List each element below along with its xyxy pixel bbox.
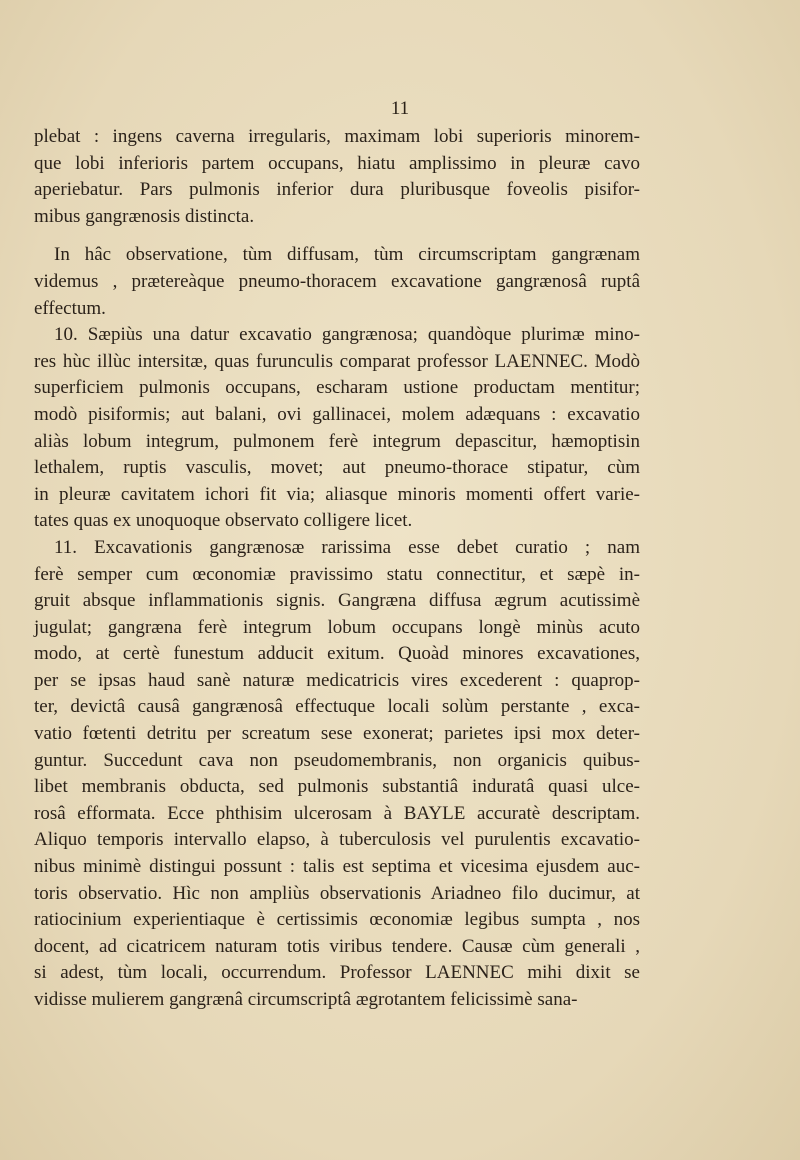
text-line: vidisse mulierem gangrænâ circumscriptâ ægrotantem felicissimè sana- [34, 989, 578, 1010]
text-line: plebat : ingens caverna irregularis, maximam lobi superioris minorem- [34, 126, 640, 147]
text-line: ter, devictâ causâ gangrænosâ effectuque locali solùm perstante , exca- [34, 696, 640, 718]
text-line: toris observatio. Hìc non ampliùs observationis Ariadneo filo ducimur, at [34, 882, 640, 904]
text-line: nibus minimè distingui possunt : talis est septima et vicesima ejusdem auc- [34, 856, 640, 878]
text-line: guntur. Succedunt cava non pseudomembranis, non organicis quibus- [34, 749, 640, 771]
body-text [34, 124, 640, 1014]
text-line: modò pisiformis; aut balani, ovi gallinacei, molem adæquans : excavatio [34, 403, 640, 425]
page-number: 11 [390, 98, 410, 119]
paragraph [34, 124, 640, 230]
text-line: modo, at certè funestum adducit exitum. Quoàd minores excavationes, [34, 643, 640, 665]
text-line: gruit absque inflammationis signis. Gangræna diffusa ægrum acutissimè [34, 590, 640, 612]
text-line: libet membranis obducta, sed pulmonis substantiâ induratâ quasi ulce- [34, 776, 640, 798]
text-line: per se ipsas haud sanè naturæ medicatricis vires excederent : quaprop- [34, 669, 640, 691]
text-line: jugulat; gangræna ferè integrum lobum occupans longè minùs acuto [34, 616, 640, 638]
text-line: superficiem pulmonis occupans, escharam ustione productam mentitur; [34, 377, 640, 399]
text-line: lethalem, ruptis vasculis, movet; aut pneumo-thorace stipatur, cùm [34, 457, 640, 479]
text-line: in pleuræ cavitatem ichori fit via; aliasque minoris momenti offert varie- [34, 483, 640, 505]
text-line: videmus , prætereàque pneumo-thoracem excavatione gangrænosâ ruptâ [34, 270, 640, 292]
text-line: aliàs lobum integrum, pulmonem ferè integrum depascitur, hæmoptisin [34, 430, 640, 452]
text-line: res hùc illùc intersitæ, quas furunculis comparat professor LAENNEC. Modò [34, 350, 640, 372]
text-line: tates quas ex unoquoque observato colligere licet. [34, 510, 413, 532]
paragraph [34, 242, 640, 322]
paragraph [34, 322, 640, 535]
text-line: 10. Sæpiùs una datur excavatio gangrænosa; quandòque plurimæ mino- [54, 324, 640, 346]
text-line: ratiocinium experientiaque è certissimis œconomiæ legibus sumpta , nos [34, 909, 640, 931]
text-line: Aliquo temporis intervallo elapso, à tuberculosis vel purulentis excavatio- [34, 829, 640, 851]
text-line: ferè semper cum œconomiæ pravissimo statu connectitur, et sæpè in- [34, 563, 640, 585]
text-line: mibus gangrænosis distincta. [34, 205, 255, 227]
text-line: si adest, tùm locali, occurrendum. Professor LAENNEC mihi dixit se [34, 962, 640, 984]
paragraph [34, 535, 640, 1014]
text-line: In hâc observatione, tùm diffusam, tùm circumscriptam gangrænam [54, 244, 640, 266]
text-line: que lobi inferioris partem occupans, hiatu amplissimo in pleuræ cavo [34, 152, 640, 174]
text-line: effectum. [34, 297, 106, 319]
text-line: aperiebatur. Pars pulmonis inferior dura pluribusque foveolis pisifor- [34, 179, 640, 201]
text-line: 11. Excavationis gangrænosæ rarissima esse debet curatio ; nam [54, 536, 640, 558]
text-line: rosâ efformata. Ecce phthisim ulcerosam à BAYLE accuratè descriptam. [34, 802, 640, 824]
paragraph-gap [34, 230, 640, 242]
text-line: docent, ad cicatricem naturam totis viribus tendere. Causæ cùm generali , [34, 935, 640, 957]
text-line: vatio fœtenti detritu per screatum sese exonerat; parietes ipsi mox deter- [34, 723, 640, 745]
